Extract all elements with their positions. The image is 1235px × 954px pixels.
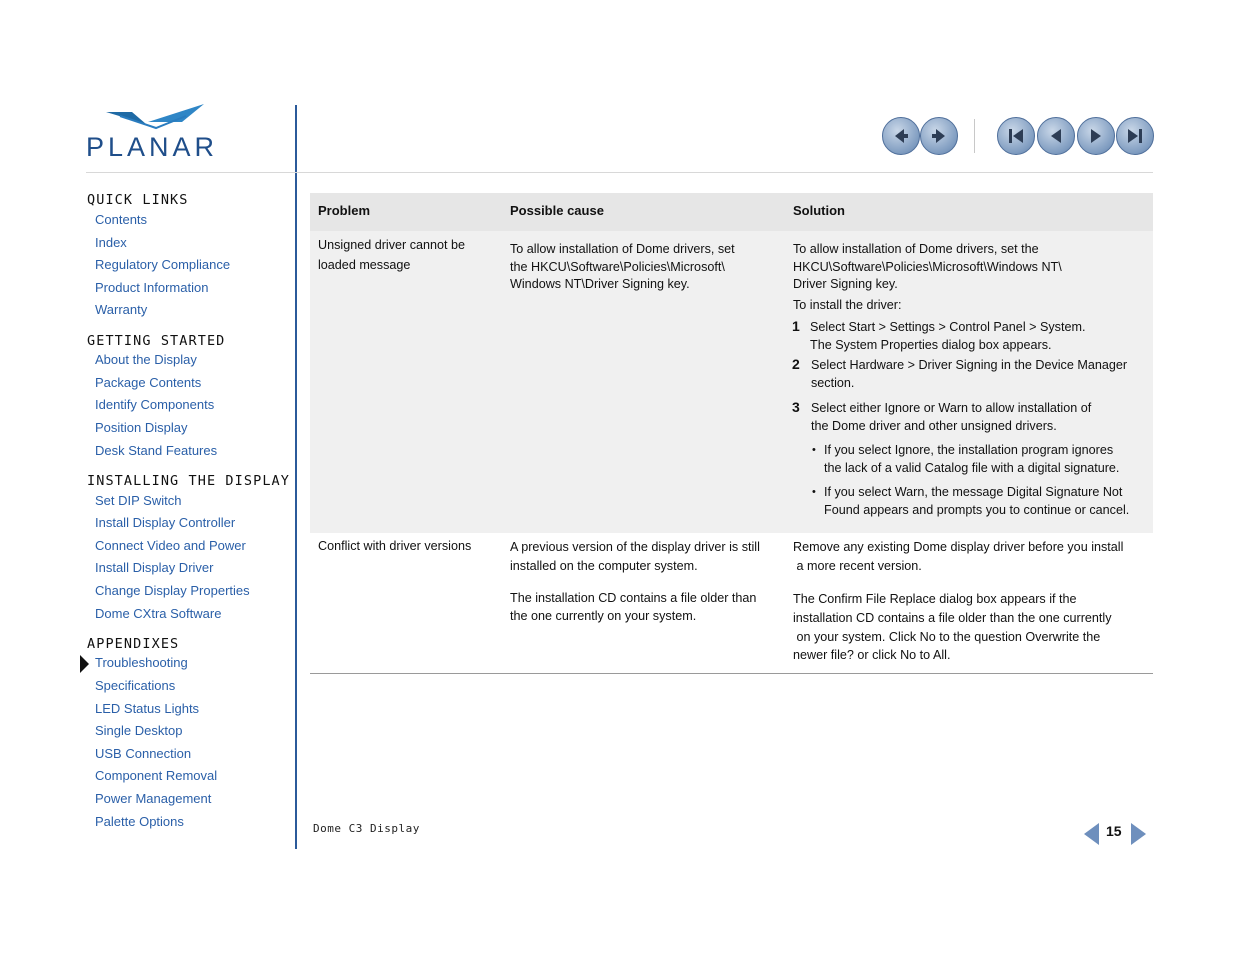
first-page-icon bbox=[1006, 126, 1026, 146]
sidebar-link-contents[interactable]: Contents bbox=[95, 212, 148, 227]
logo-mark-icon bbox=[86, 102, 238, 132]
row2-solution-2 bbox=[793, 590, 1112, 665]
sidebar-link-index[interactable]: Index bbox=[95, 235, 127, 250]
header-divider bbox=[86, 172, 1153, 173]
sidebar-divider bbox=[295, 105, 297, 849]
text-line: The Confirm File Replace dialog box appears if the bbox=[793, 592, 1077, 606]
first-page-button[interactable] bbox=[997, 117, 1035, 155]
footer-next-page-icon[interactable] bbox=[1131, 823, 1146, 845]
arrow-right-icon bbox=[929, 126, 949, 146]
text-line: the lack of a valid Catalog file with a digital signature. bbox=[824, 460, 1120, 475]
page-number: 15 bbox=[1106, 823, 1122, 839]
step-text bbox=[810, 319, 1085, 354]
next-page-icon bbox=[1086, 126, 1106, 146]
sidebar-link-product-information[interactable]: Product Information bbox=[95, 280, 209, 295]
text-line: Windows NT\Driver Signing key. bbox=[510, 277, 690, 291]
text-line: loaded message bbox=[318, 257, 411, 272]
sidebar-link-troubleshooting[interactable]: Troubleshooting bbox=[95, 655, 188, 670]
text-line: Remove any existing Dome display driver before you install bbox=[793, 540, 1124, 554]
row2-cause-2 bbox=[510, 590, 756, 625]
column-header-problem: Problem bbox=[318, 203, 371, 218]
sidebar-link-dome-cxtra-software[interactable]: Dome CXtra Software bbox=[95, 606, 222, 621]
sidebar-link-led-status-lights[interactable]: LED Status Lights bbox=[95, 701, 200, 716]
step-text bbox=[811, 400, 1091, 435]
bullet-dot-icon: • bbox=[812, 444, 816, 456]
text-line: newer file? or click No to All. bbox=[793, 648, 951, 663]
text-line: To allow installation of Dome drivers, set the bbox=[793, 242, 1039, 256]
step-number: 2 bbox=[792, 356, 800, 372]
sidebar-link-identify-components[interactable]: Identify Components bbox=[95, 397, 215, 412]
column-header-possible-cause: Possible cause bbox=[510, 203, 604, 218]
previous-page-button[interactable] bbox=[1037, 117, 1075, 155]
text-line: If you select Warn, the message Digital Signature Not bbox=[824, 485, 1123, 499]
row2-cause-1 bbox=[510, 538, 760, 576]
arrow-left-icon bbox=[891, 126, 911, 146]
last-page-icon bbox=[1125, 126, 1145, 146]
text-line: A previous version of the display driver is still bbox=[510, 540, 760, 554]
section-title-getting-started: GETTING STARTED bbox=[87, 333, 226, 349]
row2-solution-1 bbox=[793, 538, 1123, 576]
sidebar-link-change-display-properties[interactable]: Change Display Properties bbox=[95, 583, 250, 598]
section-title-quick-links: QUICK LINKS bbox=[87, 192, 189, 208]
text-line: Found appears and prompts you to continue or cancel. bbox=[824, 502, 1130, 517]
current-page-marker-icon bbox=[80, 655, 89, 673]
step-text bbox=[811, 357, 1127, 392]
sidebar-link-usb-connection[interactable]: USB Connection bbox=[95, 746, 192, 761]
text-line: If you select Ignore, the installation program ignores bbox=[824, 443, 1114, 457]
last-page-button[interactable] bbox=[1116, 117, 1154, 155]
sidebar-link-package-contents[interactable]: Package Contents bbox=[95, 375, 202, 390]
row1-solution-install-label: To install the driver: bbox=[793, 298, 902, 312]
sidebar-link-set-dip-switch[interactable]: Set DIP Switch bbox=[95, 493, 182, 508]
text-line: Select Start > Settings > Control Panel > System. bbox=[810, 320, 1086, 334]
nav-separator bbox=[974, 119, 975, 153]
column-header-solution: Solution bbox=[793, 203, 845, 218]
sidebar-link-connect-video-and-power[interactable]: Connect Video and Power bbox=[95, 538, 246, 553]
sidebar-link-single-desktop[interactable]: Single Desktop bbox=[95, 723, 183, 738]
section-title-appendixes: APPENDIXES bbox=[87, 636, 180, 652]
text-line: Driver Signing key. bbox=[793, 277, 898, 291]
sidebar-link-palette-options[interactable]: Palette Options bbox=[95, 814, 184, 829]
table-header bbox=[310, 193, 1153, 231]
text-line: the HKCU\Software\Policies\Microsoft\ bbox=[510, 259, 725, 274]
text-line: section. bbox=[811, 375, 855, 390]
bullet-text bbox=[824, 442, 1119, 477]
sidebar-link-install-display-controller[interactable]: Install Display Controller bbox=[95, 515, 236, 530]
sidebar-link-component-removal[interactable]: Component Removal bbox=[95, 768, 218, 783]
section-title-installing-the-display: INSTALLING THE DISPLAY bbox=[87, 473, 291, 489]
step-number: 3 bbox=[792, 399, 800, 415]
previous-page-icon bbox=[1046, 126, 1066, 146]
table-bottom-rule bbox=[310, 673, 1153, 674]
footer-document-title: Dome C3 Display bbox=[313, 822, 420, 835]
back-button[interactable] bbox=[882, 117, 920, 155]
row2-problem: Conflict with driver versions bbox=[318, 539, 472, 553]
text-line: on your system. Click No to the question Overwrite the bbox=[793, 629, 1101, 644]
step-number: 1 bbox=[792, 318, 800, 334]
text-line: a more recent version. bbox=[793, 559, 922, 573]
text-line: To allow installation of Dome drivers, set bbox=[510, 242, 735, 256]
row1-cause bbox=[510, 241, 735, 294]
text-line: Select either Ignore or Warn to allow installation of bbox=[811, 401, 1092, 415]
text-line: The installation CD contains a file older than bbox=[510, 591, 757, 605]
text-line: Unsigned driver cannot be bbox=[318, 238, 466, 252]
row1-problem bbox=[318, 237, 465, 274]
text-line: the one currently on your system. bbox=[510, 608, 697, 623]
sidebar-link-desk-stand-features[interactable]: Desk Stand Features bbox=[95, 443, 218, 458]
next-page-button[interactable] bbox=[1077, 117, 1115, 155]
sidebar-link-power-management[interactable]: Power Management bbox=[95, 791, 212, 806]
forward-button[interactable] bbox=[920, 117, 958, 155]
sidebar-link-install-display-driver[interactable]: Install Display Driver bbox=[95, 560, 214, 575]
text-line: the Dome driver and other unsigned drivers. bbox=[811, 418, 1057, 433]
text-line: The System Properties dialog box appears. bbox=[810, 337, 1052, 352]
bullet-dot-icon: • bbox=[812, 486, 816, 498]
text-line: HKCU\Software\Policies\Microsoft\Windows NT\ bbox=[793, 259, 1062, 274]
sidebar-link-position-display[interactable]: Position Display bbox=[95, 420, 188, 435]
sidebar-link-about-the-display[interactable]: About the Display bbox=[95, 352, 197, 367]
text-line: installed on the computer system. bbox=[510, 559, 698, 573]
sidebar-link-warranty[interactable]: Warranty bbox=[95, 302, 148, 317]
logo-wordmark: PLANAR bbox=[86, 132, 219, 162]
bullet-text bbox=[824, 484, 1129, 519]
sidebar-link-specifications[interactable]: Specifications bbox=[95, 678, 176, 693]
sidebar-link-regulatory-compliance[interactable]: Regulatory Compliance bbox=[95, 257, 231, 272]
text-line: installation CD contains a file older than the one currently bbox=[793, 610, 1112, 625]
planar-logo bbox=[86, 102, 238, 162]
text-line: Select Hardware > Driver Signing in the Device Manager bbox=[811, 358, 1128, 372]
row1-solution-intro bbox=[793, 241, 1062, 294]
footer-previous-page-icon[interactable] bbox=[1084, 823, 1099, 845]
